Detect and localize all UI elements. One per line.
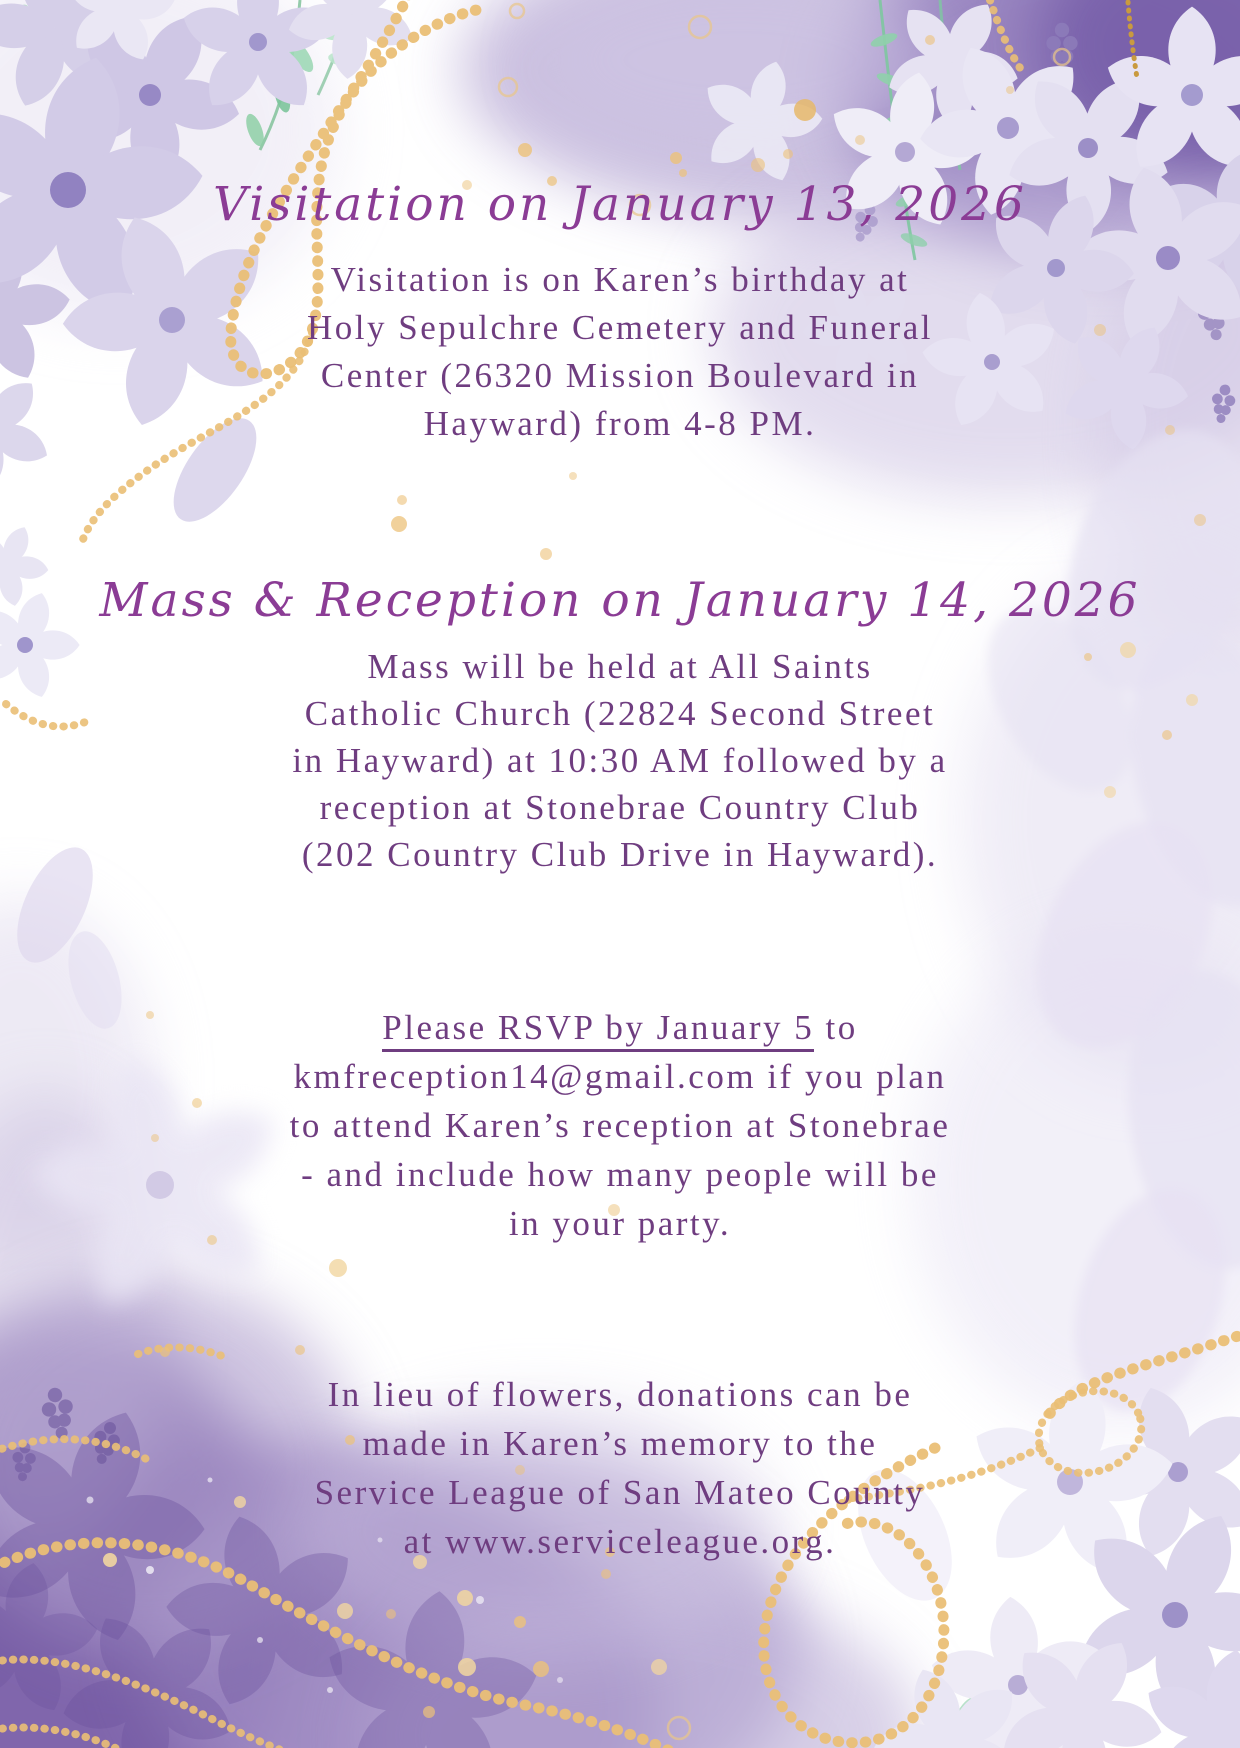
rsvp-line [0,1003,1240,1052]
mass-reception-section [0,564,1240,638]
text-line: Service League of San Mateo County [314,1473,926,1512]
text-line: Holy Sepulchre Cemetery and Funeral [307,308,933,347]
rsvp-deadline-underlined: Please RSVP by January 5 [382,1008,814,1052]
visitation-section [0,168,1240,242]
text-line: made in Karen’s memory to the [362,1424,878,1463]
text-line: Hayward) from 4-8 PM. [423,404,817,443]
text-line: (202 Country Club Drive in Hayward). [301,835,939,874]
text-line: to [814,1008,858,1047]
visitation-title: Visitation on January 13, 2026 [213,177,1027,232]
visitation-details [0,256,1240,448]
text-line: reception at Stonebrae Country Club [319,788,921,827]
text-line: in your party. [508,1204,732,1243]
rsvp-email-line: kmfreception14@gmail.com if you plan [293,1057,947,1096]
text-line: In lieu of flowers, donations can be [327,1375,913,1414]
text-line: - and include how many people will be [301,1155,939,1194]
text-line: Center (26320 Mission Boulevard in [320,356,920,395]
text-line: Catholic Church (22824 Second Street [304,694,936,733]
text-line: to attend Karen’s reception at Stonebrae [289,1106,951,1145]
text-line: Mass will be held at All Saints [367,647,873,686]
donation-url-line: at www.serviceleague.org. [403,1522,837,1561]
rsvp-section [0,1003,1240,1248]
donations-section [0,1370,1240,1566]
text-line: Visitation is on Karen’s birthday at [330,260,910,299]
mass-reception-title: Mass & Reception on January 14, 2026 [99,573,1141,628]
text-line: in Hayward) at 10:30 AM followed by a [292,741,948,780]
mass-reception-details [0,643,1240,878]
